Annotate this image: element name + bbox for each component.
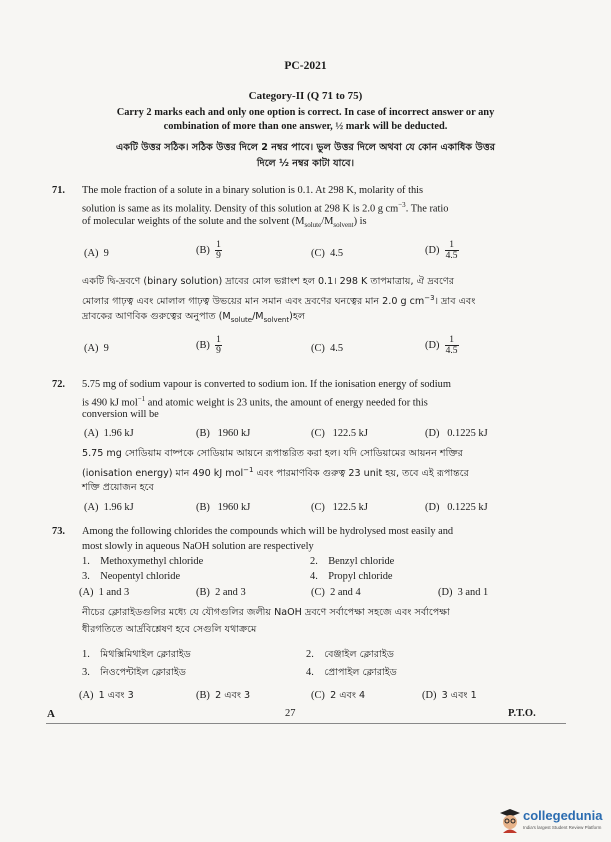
instruction-en-line-2: combination of more than one answer, ½ mark will be deducted. [163, 121, 448, 132]
option-d-bn: (D) $\frac{1}{4.5}$ [425, 335, 458, 356]
option-a: (A) 9 [84, 248, 109, 259]
option-a: (A) 1.96 kJ [84, 428, 134, 439]
question-number: 71. [52, 185, 65, 196]
option-a-bn: (A) 1 এবং 3 [79, 690, 134, 701]
option-c-bn: (C) 2 এবং 4 [311, 690, 366, 701]
footer-divider [46, 723, 566, 724]
option-d-bn: (D) 0.1225 kJ [425, 502, 488, 513]
booklet-series: A [47, 708, 55, 720]
question-text-bn-line-2: (ionisation energy) মান 490 kJ mol$^{-1}$ এবং পারমাণবিক গুরুত্ব 23 unit হয়, তবে এই রূপান্তরে [82, 466, 469, 480]
question-text-bn-line-1: নীচের ক্লোরাইডগুলির মধ্যে যে যৌগগুলির জলীয় NaOH দ্রবণে সর্বাপেক্ষা সহজে এবং সর্বাপেক্ষা [82, 607, 450, 618]
logo-text: collegedunia [523, 808, 603, 823]
option-b: (B) 2 and 3 [196, 587, 246, 598]
question-text-line-2: most slowly in aqueous NaOH solution are respectively [82, 541, 314, 552]
instruction-bn-line-2: দিলে ½ নম্বর কাটা যাবে। [256, 158, 355, 169]
mascot-icon [499, 808, 521, 834]
list-item-1-bn: 1. মিথক্সিমিথাইল ক্লোরাইড [82, 649, 191, 660]
question-text-bn-line-2: ধীরগতিতে আর্দ্রবিশ্লেষণ হবে সেগুলি যথাক্রমে [82, 624, 257, 635]
list-item-3: 3. Neopentyl chloride [82, 571, 181, 582]
category-title: Category-II (Q 71 to 75) [248, 90, 363, 102]
question-number: 73. [52, 526, 65, 537]
question-text-line-3: conversion will be [82, 409, 159, 420]
option-a: (A) 1 and 3 [79, 587, 130, 598]
option-c: (C) 2 and 4 [311, 587, 361, 598]
option-c: (C) 4.5 [311, 248, 344, 259]
option-b: (B) $\frac{1}{9}$ [196, 240, 221, 261]
option-b-bn: (B) $\frac{1}{9}$ [196, 335, 221, 356]
question-text-line-1: 5.75 mg of sodium vapour is converted to sodium ion. If the ionisation energy of sodium [82, 379, 451, 390]
option-d: (D) $\frac{1}{4.5}$ [425, 240, 458, 261]
option-d-bn: (D) 3 এবং 1 [422, 690, 477, 701]
question-text-bn-line-2: মোলার গাঢ়ত্ব এবং মোলাল গাঢ়ত্ব উভয়ের মান সমান এবং দ্রবণের ঘনত্বের মান 2.0 g $cm^{-3}।$ দ্রাব এবং [82, 294, 476, 308]
option-a-bn: (A) 1.96 kJ [84, 502, 134, 513]
list-item-2-bn: 2. বেঞ্জাইল ক্লোরাইড [306, 649, 394, 660]
instruction-bn-line-1: একটি উত্তর সঠিক। সঠিক উত্তর দিলে 2 নম্বর পাবে। ভুল উত্তর দিলে অথবা যে কোন একাধিক উত্তর [115, 142, 496, 153]
page-number: 27 [285, 708, 296, 719]
paper-code: PC-2021 [284, 60, 327, 72]
question-text-bn-line-3: শক্তি প্রয়োজন হবে [82, 482, 154, 493]
question-text-line-2: is 490 kJ mol$^{-1}$ and atomic weight is 23 units, the amount of energy needed for this [82, 395, 428, 409]
question-text-line-1: Among the following chlorides the compounds which will be hydrolysed most easily and [82, 526, 454, 537]
question-number: 72. [52, 379, 65, 390]
list-item-2: 2. Benzyl chloride [310, 556, 395, 567]
option-b-bn: (B) 2 এবং 3 [196, 690, 251, 701]
question-text-bn-line-3: দ্রাবকের আণবিক গুরুত্বের অনুপাত $(M_{solute}/M_{solvent})হল$ [82, 311, 306, 324]
option-d: (D) 0.1225 kJ [425, 428, 488, 439]
option-d: (D) 3 and 1 [438, 587, 489, 598]
list-item-4-bn: 4. প্রোপাইল ক্লোরাইড [306, 667, 397, 678]
option-c: (C) 122.5 kJ [311, 428, 368, 439]
question-text-bn-line-1: 5.75 mg সোডিয়াম বাষ্পকে সোডিয়াম আয়নে রূপান্তরিত করা হল। যদি সোডিয়ামের আয়নন শক্তির [82, 448, 463, 459]
question-text-line-2: solution is same as its molality. Density of this solution at 298 K is 2.0 g $cm^{-3}$. The ratio [82, 201, 449, 215]
list-item-1: 1. Methoxymethyl chloride [82, 556, 204, 567]
collegedunia-logo [499, 806, 609, 838]
list-item-3-bn: 3. নিওপেন্টাইল ক্লোরাইড [82, 667, 186, 678]
question-text-bn-line-1: একটি দ্বি-দ্রবণে (binary solution) দ্রাবের মোল ভগ্নাংশ হল 0.1। 298 K তাপমাত্রায়, ঐ দ্রবণের [82, 276, 454, 287]
list-item-4: 4. Propyl chloride [310, 571, 393, 582]
option-a-bn: (A) 9 [84, 343, 109, 354]
question-text-line-3: of molecular weights of the solute and the solvent $(M_{solute}/M_{solvent})$ is [82, 216, 367, 230]
option-b: (B) 1960 kJ [196, 428, 251, 439]
question-text-line-1: The mole fraction of a solute in a binary solution is 0.1. At 298 K, molarity of this [82, 185, 424, 196]
option-c-bn: (C) 122.5 kJ [311, 502, 368, 513]
option-c-bn: (C) 4.5 [311, 343, 344, 354]
option-b-bn: (B) 1960 kJ [196, 502, 251, 513]
instruction-en-line-1: Carry 2 marks each and only one option is correct. In case of incorrect answer or any [116, 107, 495, 118]
logo-tagline: India's largest Student Review Platform [523, 825, 602, 830]
pto-label: P.T.O. [508, 708, 536, 719]
